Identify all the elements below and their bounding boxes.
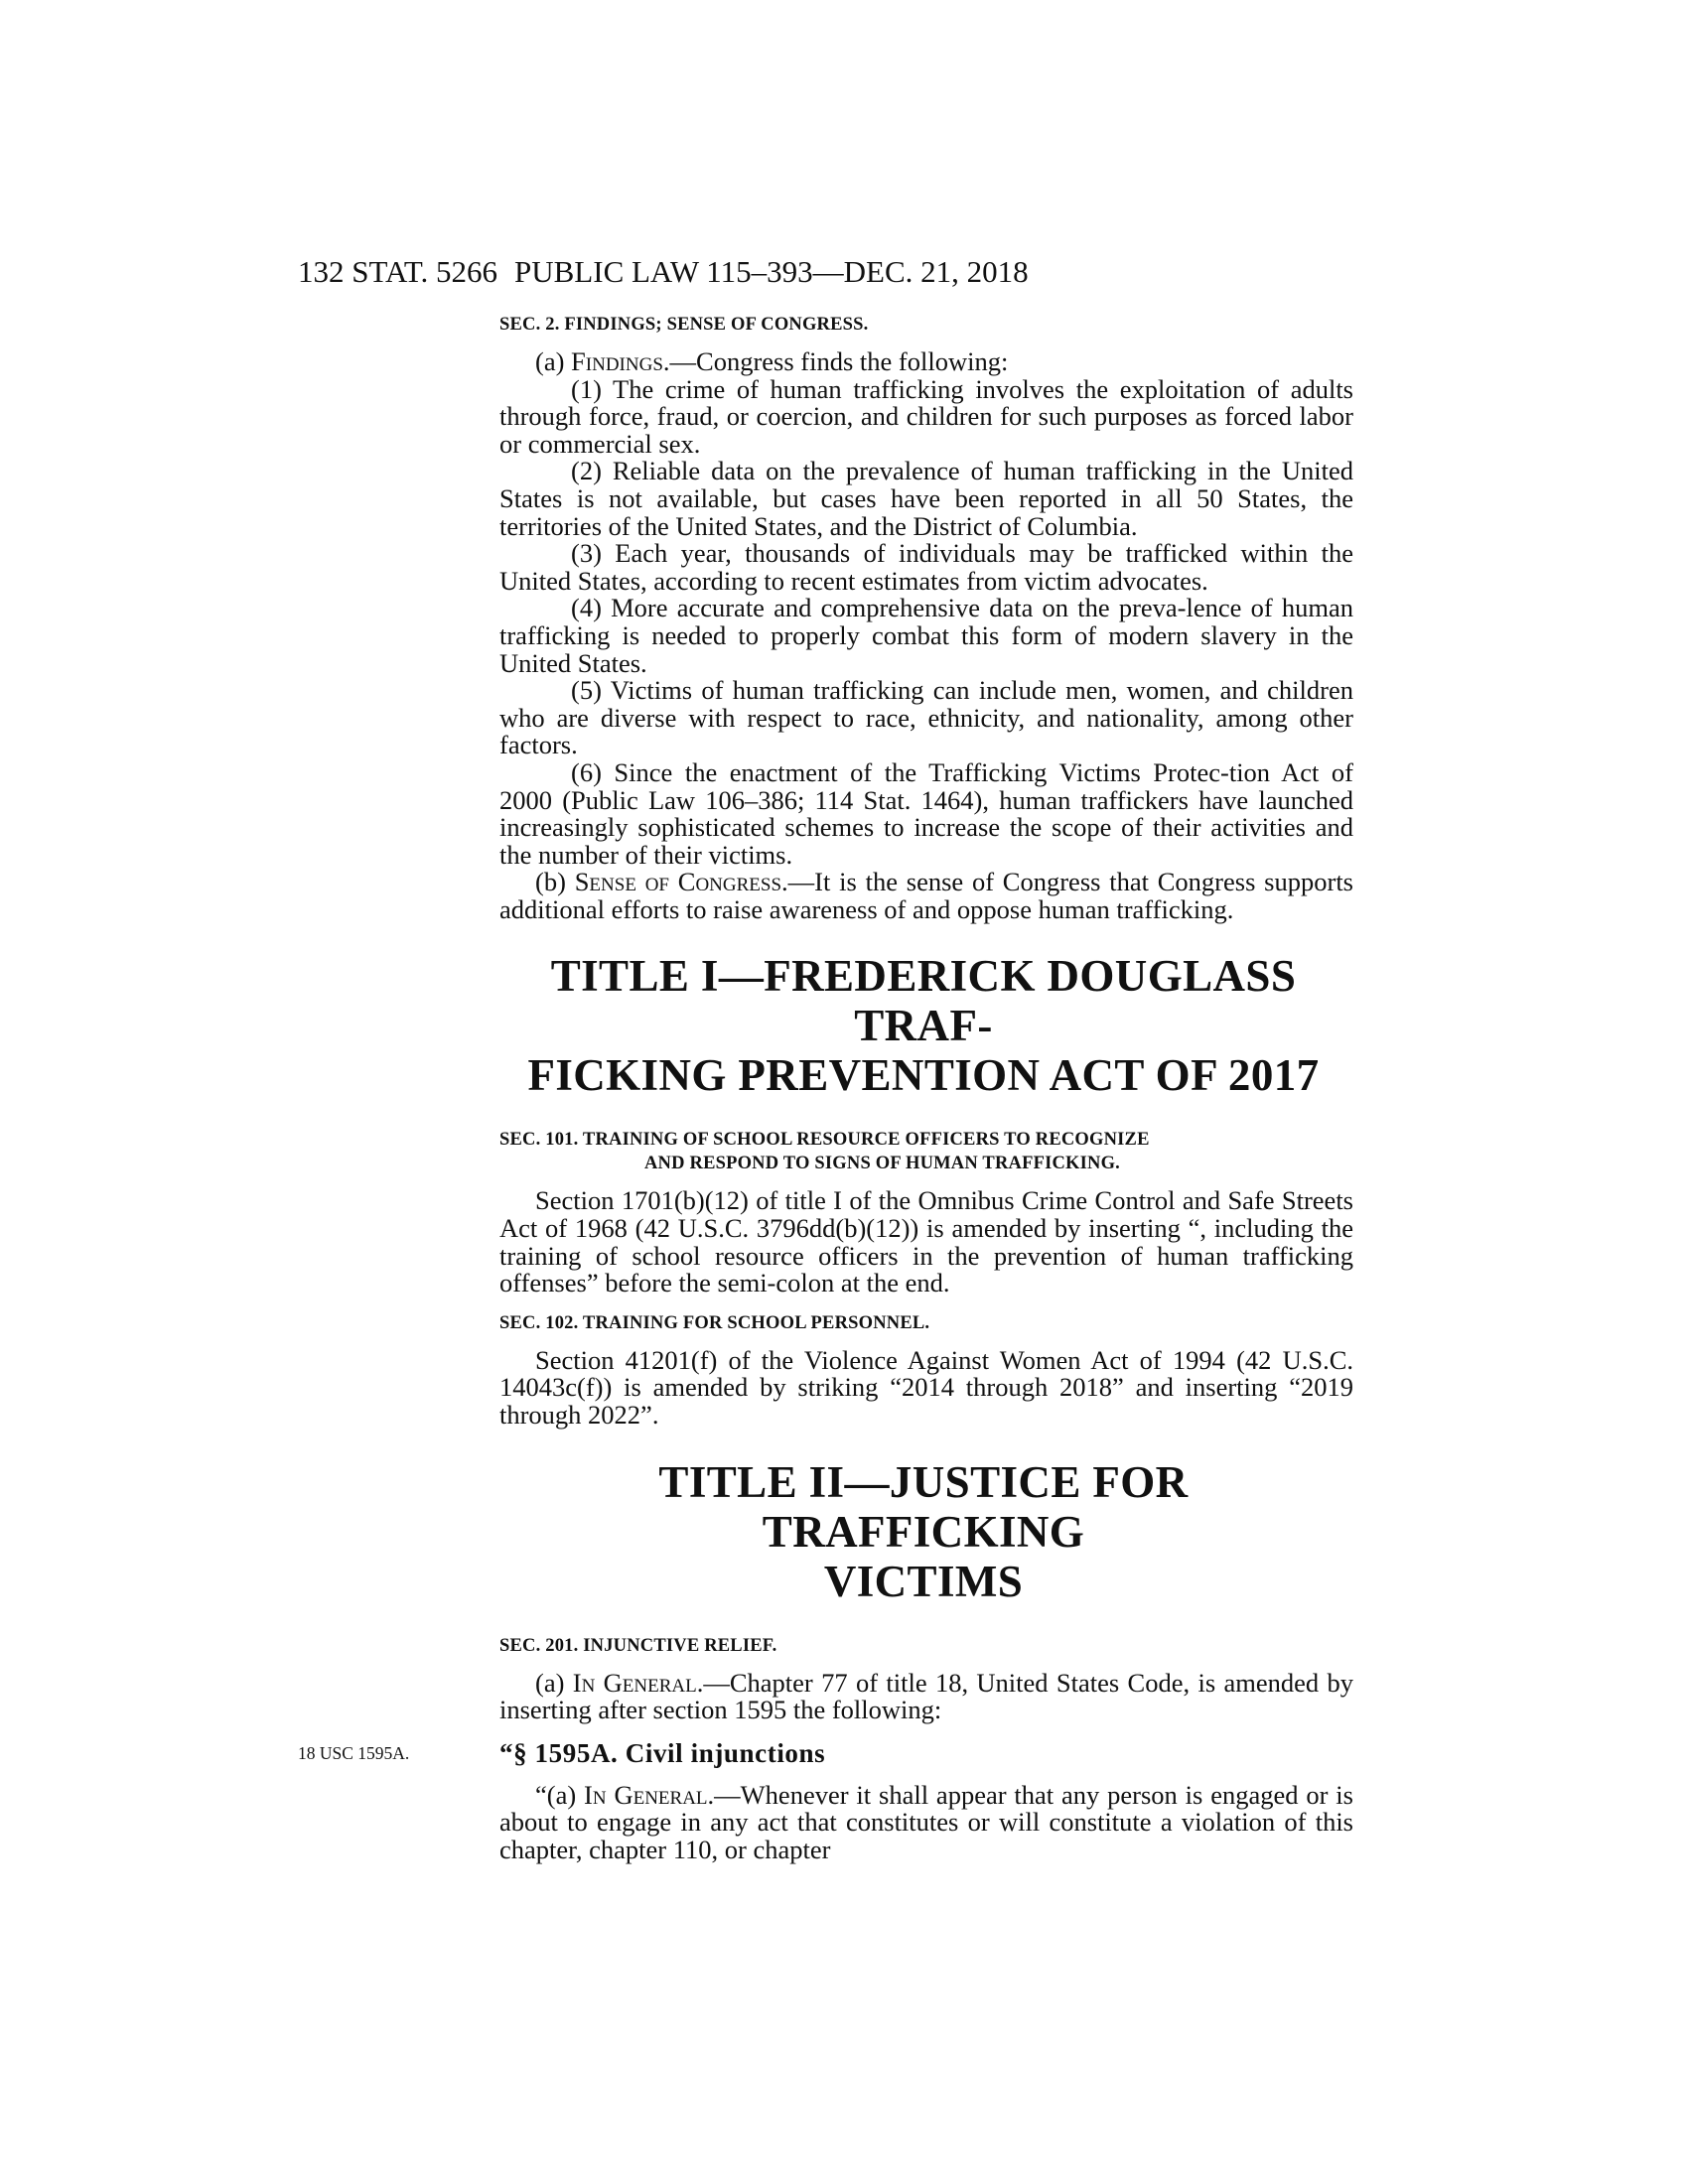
- sense-text: .—It is the sense of Congress that Congress supports additional efforts to raise awareness of and oppose human trafficking.: [499, 867, 1353, 924]
- sub-a-lead: “(a): [535, 1779, 585, 1810]
- finding-5: (5) Victims of human trafficking can include men, women, and children who are diverse with respect to race, ethnicity, and nationality, among other factors.: [499, 675, 1353, 760]
- stat-reference: 132 STAT. 5266: [298, 254, 498, 289]
- findings-lead: (a): [535, 346, 572, 376]
- sec101-heading-line-2: AND RESPOND TO SIGNS OF HUMAN TRAFFICKING.: [644, 1154, 1121, 1174]
- title-2-line-2: VICTIMS: [823, 1556, 1024, 1606]
- sec201-a-label: In General: [572, 1667, 697, 1698]
- finding-6: (6) Since the enactment of the Trafficking Victims Protec-tion Act of 2000 (Public Law 106–386; 114 Stat. 1464), human traffickers have launched increasingly sophisticated schemes to increase the scope of their activities and the number of their victims.: [499, 756, 1353, 870]
- sense-of-congress: [499, 869, 1353, 923]
- running-head: [298, 250, 1291, 294]
- sec2-heading: SEC. 2. FINDINGS; SENSE OF CONGRESS.: [499, 315, 869, 335]
- sec201-heading: SEC. 201. INJUNCTIVE RELIEF.: [499, 1635, 777, 1656]
- findings-label: Findings: [571, 346, 663, 376]
- sub-a-text: .—Whenever it shall appear that any person is engaged or is about to engage in any act that constitutes or will constitute a violation of this chapter, chapter 110, or chapter: [499, 1779, 1353, 1864]
- sub-a-label: In General: [584, 1779, 708, 1810]
- finding-4: (4) More accurate and comprehensive data on the preva-lence of human trafficking is needed to properly combat this form of modern slavery in the United States.: [499, 593, 1353, 678]
- title-1-line-1: TITLE I—FREDERICK DOUGLASS TRAF-: [550, 951, 1297, 1051]
- title-1-line-2: FICKING PREVENTION ACT OF 2017: [527, 1050, 1320, 1101]
- section-1595a-heading: “§ 1595A. Civil injunctions: [499, 1737, 826, 1768]
- sec101-text: Section 1701(b)(12) of title I of the Omnibus Crime Control and Safe Streets Act of 1968 (42 U.S.C. 3796dd(b)(12)) is amended by inserting “, including the training of school resource officers in the prevention of human trafficking offenses” before the semi-colon at the end.: [499, 1185, 1353, 1298]
- margin-note-usc: 18 USC 1595A.: [298, 1742, 410, 1763]
- public-law-reference: PUBLIC LAW 115–393—DEC. 21, 2018: [514, 254, 1029, 289]
- body-column: [499, 313, 1353, 1864]
- findings-intro: [499, 348, 1353, 376]
- sec102-heading: SEC. 102. TRAINING FOR SCHOOL PERSONNEL.: [499, 1312, 930, 1333]
- section-1595a-subsection-a: [499, 1779, 1353, 1864]
- sec101-heading: [499, 1128, 1353, 1175]
- sec102-text: Section 41201(f) of the Violence Against Women Act of 1994 (42 U.S.C. 14043c(f)) is amended by striking “2014 through 2018” and inserting “2019 through 2022”.: [499, 1344, 1353, 1431]
- title-2-line-1: TITLE II—JUSTICE FOR TRAFFICKING: [658, 1456, 1189, 1557]
- sense-lead: (b): [535, 867, 575, 897]
- sec101-heading-line-1: SEC. 101. TRAINING OF SCHOOL RESOURCE OFFICERS TO RECOGNIZE: [499, 1130, 1150, 1151]
- findings-text: .—Congress finds the following:: [662, 346, 1009, 376]
- title-2-heading: [493, 1457, 1353, 1606]
- sec201-a: [499, 1667, 1353, 1725]
- sense-label: Sense of Congress: [574, 867, 782, 897]
- finding-1: (1) The crime of human trafficking involves the exploitation of adults through force, fraud, or coercion, and children for such purposes as forced labor or commercial sex.: [499, 373, 1353, 459]
- sec201-a-text: .—Chapter 77 of title 18, United States Code, is amended by inserting after section 1595 the following:: [499, 1667, 1353, 1725]
- finding-3: (3) Each year, thousands of individuals may be trafficked within the United States, according to recent estimates from victim advocates.: [499, 538, 1353, 596]
- title-1-heading: [493, 951, 1353, 1100]
- sec201-a-lead: (a): [535, 1667, 573, 1698]
- finding-2: (2) Reliable data on the prevalence of human trafficking in the United States is not available, but cases have been reported in all 50 States, the territories of the United States, and the District of Columbia.: [499, 456, 1353, 541]
